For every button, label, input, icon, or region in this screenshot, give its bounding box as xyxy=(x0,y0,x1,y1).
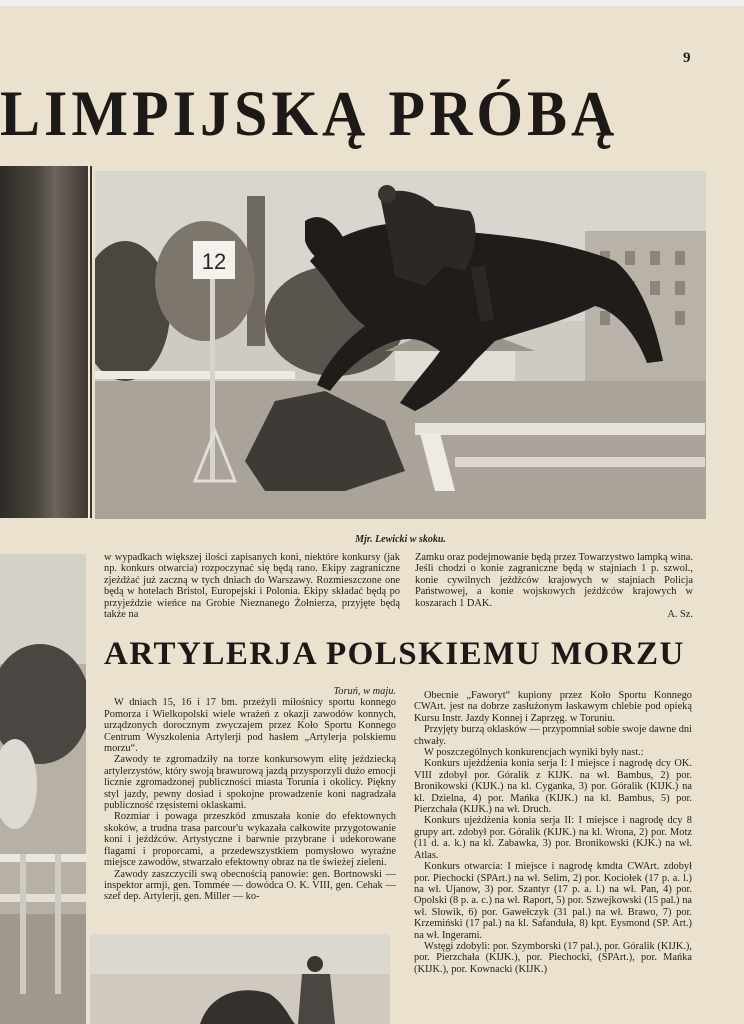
article2-column-left xyxy=(104,686,396,903)
article2-paragraph: Konkurs otwarcia: I miejsce i nagrodę kmdta CWArt. zdobył por. Piechocki (SPArt.) na wł. Selim, 2) por. Kociołek (17 p. a. l.) na wł. Ujanow, 3) por. Szantyr (17 p. a. l.) na wł. Pan, 4) por. Opolski (8 p. a. c.) na wł. Raport, 5) por. Szwejkowski (15 pal.) na wł. Słowik, 6) por. Gawełczyk (31 pal.) na wł. Brawo, 7) por. Krzemiński (17 pal.) na kl. Safanduła, 8) kpt. Eysmond (SP. Art.) na wł. Ingerami. xyxy=(414,861,692,941)
left-bottom-illustration xyxy=(0,554,86,1024)
show-jumping-illustration xyxy=(95,171,706,519)
article2-paragraph: Zawody zaszczycili swą obecnością panowie: gen. Bortnowski — inspektor armji, gen. Tommée — dowódca O. K. VIII, gen. Cehak — szef dep. Artylerji, gen. Miller — ko- xyxy=(104,868,396,903)
article2-paragraph: Rozmiar i powaga przeszkód zmuszała konie do efektownych skoków, a trudna trasa parcour'u wykazała całkowite przygotowanie koni i jeźdźców. Artystyczne i barwnie przybrane i udekorowane flagami i proporcami, a przedewszystkiem pomysłowo wyraźne miejsce zawodów, stwarzało efektowny obraz na tle świeżej zieleni. xyxy=(104,811,396,869)
show-jumping-photo xyxy=(95,171,706,519)
article2-paragraph: W poszczególnych konkurencjach wyniki były nast.: xyxy=(424,747,644,759)
article1-paragraph: Zamku oraz podejmowanie będą przez Towarzystwo lampką wina. Jeśli chodzi o konie zagraniczne będą w stajniach 1 p. szwol., konie cywilnych jeźdźców krajowych w stajniach Policja Państwowej, a konie wojskowych jeźdźców krajowych w koszarach 1 DAK. xyxy=(415,552,693,609)
article2-paragraph: Zawody te zgromadziły na torze konkursowym elitę jeździecką artylerzystów, który swoją brawurową jazdą przysporzyli dużo emocji licznie zgromadzonej publiczności miasta Torunia i okolicy. Piękny styl jazdy, pewny dosiad i spokojne prowadzenie koni nagradzała publiczność rzęsistemi oklaskami. xyxy=(104,754,396,812)
article1-column-left xyxy=(104,552,400,620)
article2-paragraph: Konkurs ujeżdżenia konia serja I: I miejsce i nagrodę dcy OK. VIII zdobył por. Góralik z KIJK. na wł. Bambus, 2) por. Bronikowski (KIJK.) na kl. Cyganka, 3) por. Góralik (KIJK.) na kl. Dzielna, 4) por. Mańka (KIJK.) na kl. Bambus, 5) por. Pierzchała (KIJK.) na wł. Druch. xyxy=(414,758,692,816)
bottom-rider-photo xyxy=(90,934,390,1024)
column-gap xyxy=(88,166,90,521)
article1-signature: A. Sz. xyxy=(667,609,693,621)
article2-dateline: Toruń, w maju. xyxy=(333,686,396,697)
article2-paragraph: Przyjęty burzą oklasków — przypomniał sobie swoje dawne dni chwały. xyxy=(414,724,692,747)
left-cropped-photo xyxy=(0,166,92,518)
obstacle-number: 12 xyxy=(201,249,227,274)
page-number: 9 xyxy=(683,50,691,66)
article2-paragraph: W dniach 15, 16 i 17 bm. przeżyli miłośnicy sportu konnego Pomorza i Wielkopolski wiele wrażeń z okazji zawodów konnych, urządzonych dorocznym zwyczajem przez Koło Sportu Konnego Centrum Wyszkolenia Artylerji pod hasłem „Artylerja polskiemu morzu“. xyxy=(104,697,396,755)
article1-paragraph: w wypadkach większej ilości zapisanych koni, niektóre konkursy (jak np. konkurs otwarcia) rozpoczynać się będą rano. Ekipy zagraniczne zjeżdżać już zaczną w tych dniach do Warszawy. Rozmieszczone one będą w hotelach Bristol, Europejski i Polonia. Ekipy składać będą po przyjeździe wieńce na Grobie Nieznanego Żołnierza, przyjęte będą także na xyxy=(104,552,400,621)
article2-column-right xyxy=(414,690,692,975)
newspaper-page xyxy=(0,6,744,1024)
subheadline: ARTYLERJA POLSKIEMU MORZU xyxy=(104,636,685,672)
article2-paragraph: Obecnie „Faworyt“ kupiony przez Koło Sportu Konnego CWArt. jest na dobrze zasłużonym łaskawym chlebie pod opieką Kursu Instr. Jazdy Konnej i Zaprzęg. w Toruniu. xyxy=(414,690,692,724)
headline: LIMPIJSKĄ PRÓBĄ xyxy=(0,78,619,150)
article2-paragraph: Wstęgi zdobyli: por. Szymborski (17 pal.), por. Góralik (KIJK.), por. Pierzchała (KIJK.), por. Piechocki, (SPArt.), por. Mańka (KIJK.), por. Kownacki (KIJK.) xyxy=(414,940,692,975)
article1-column-right xyxy=(415,552,693,620)
left-bottom-cropped-photo xyxy=(0,554,86,1024)
article2-paragraph: Konkurs ujeżdżenia konia serja II: I miejsce i nagrodę dcy 8 grupy art. zdobył por. Góralik (KIJK.) na kl. Wrona, 2) por. Motz (11 d. a. k.) na kl. Zabawka, 3) por. Bronikowski (KJK.) na wł. Atlas. xyxy=(414,815,692,861)
bottom-rider-illustration xyxy=(90,934,390,1024)
photo-caption: Mjr. Lewicki w skoku. xyxy=(355,534,446,545)
